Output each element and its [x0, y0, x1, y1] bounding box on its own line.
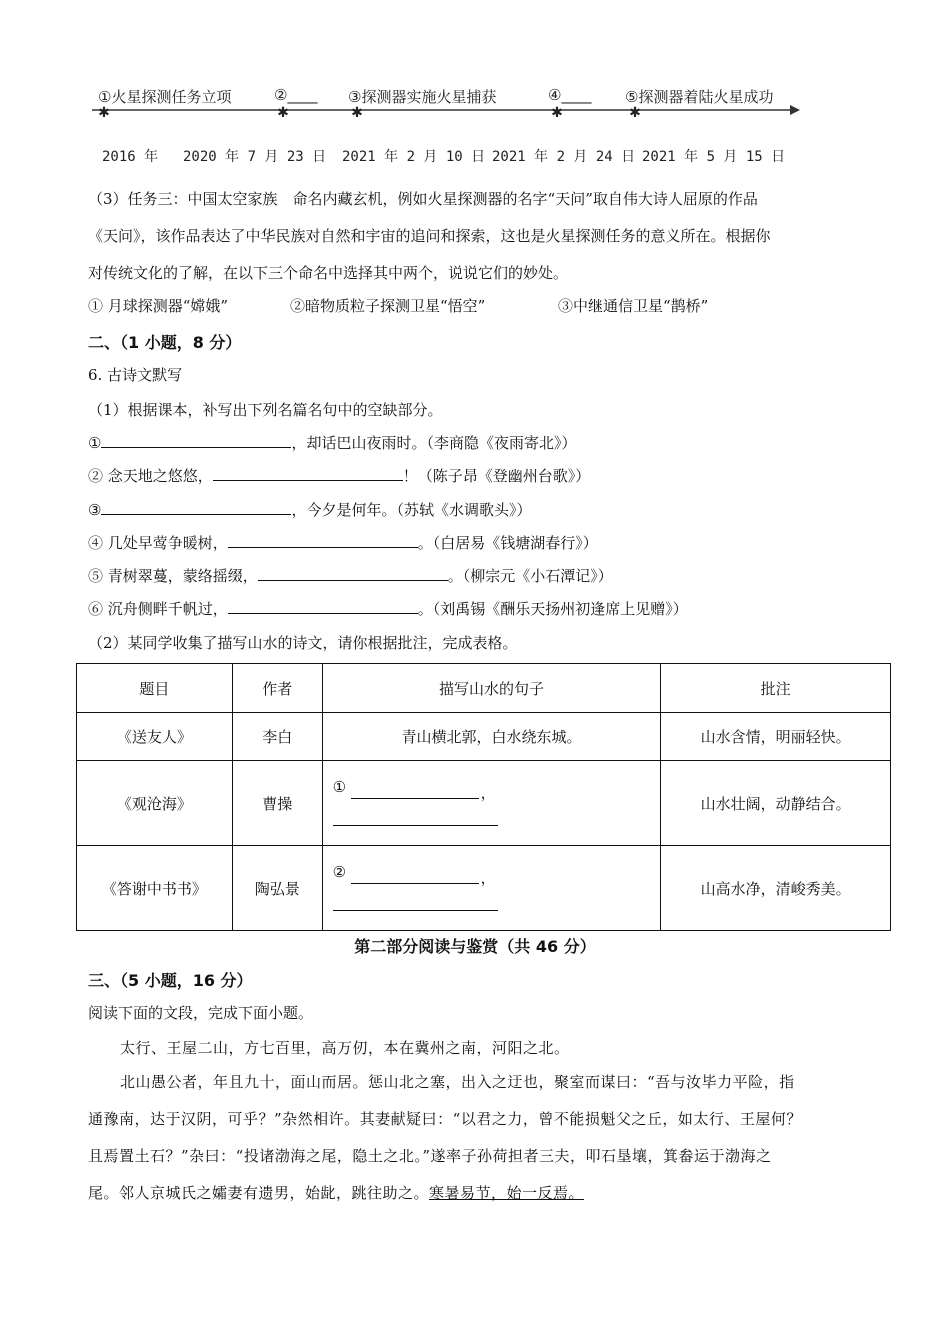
fill-suffix: ，却话巴山夜雨时。（李商隐《夜雨寄北》）	[291, 434, 577, 452]
answer-blank[interactable]	[351, 780, 479, 799]
timeline-date: 2016 年	[102, 149, 159, 165]
fill-suffix: ，今夕是何年。（苏轼《水调歌头》）	[291, 501, 532, 519]
poem-author: 李白	[232, 713, 322, 761]
poem-note: 山水壮阔，动静结合。	[661, 761, 891, 846]
fill-suffix: 。（柳宗元《小石潭记》）	[447, 567, 613, 585]
table-header: 批注	[661, 664, 891, 713]
table-header: 题目	[77, 664, 233, 713]
timeline-event: ②____	[274, 86, 318, 104]
fill-prefix: ④ 几处早莺争暖树，	[88, 534, 228, 552]
timeline-date: 2021 年 2 月 10 日	[342, 149, 486, 165]
poem-note: 山高水净，清峻秀美。	[661, 846, 891, 931]
poem-author: 曹操	[232, 761, 322, 846]
passage-paragraph-1: 太行、王屋二山，方七百里，高万仞，本在冀州之南，河阳之北。	[120, 1039, 570, 1057]
fill-suffix: ！（陈子昂《登幽州台歌》）	[402, 467, 591, 485]
passage-line: 通豫南，达于汉阴，可乎？”杂然相许。其妻献疑曰：“以君之力，曾不能损魁父之丘，如太行、王屋何？	[88, 1110, 802, 1128]
answer-blank[interactable]	[333, 892, 498, 911]
poem-note: 山水含情，明丽轻快。	[661, 713, 891, 761]
timeline-marker: ✱	[629, 105, 641, 121]
timeline-arrow	[790, 105, 800, 115]
table-row	[77, 713, 891, 761]
timeline-date: 2020 年 7 月 23 日	[183, 149, 327, 165]
question-6-sub2: （2）某同学收集了描写山水的诗文，请你根据批注，完成表格。	[88, 634, 518, 652]
timeline-event: ③探测器实施火星捕获	[348, 88, 497, 106]
underlined-sentence: 寒暑易节，始一反焉。	[429, 1184, 585, 1202]
answer-blank[interactable]	[351, 865, 479, 884]
poem-title: 《送友人》	[77, 713, 233, 761]
section3-heading: 三、（5 小题，16 分）	[88, 971, 253, 990]
poem-sentence-blank-cell	[322, 846, 661, 931]
reading-intro: 阅读下面的文段，完成下面小题。	[88, 1004, 314, 1022]
fill-line-4	[88, 533, 598, 553]
fill-line-2	[88, 466, 590, 486]
passage-line: 北山愚公者，年且九十，面山而居。惩山北之塞，出入之迂也，聚室而谋曰：“吾与汝毕力平险，指	[120, 1073, 795, 1091]
fill-prefix: ⑥ 沉舟侧畔千帆过，	[88, 600, 228, 618]
question-6-title: 6. 古诗文默写	[88, 366, 183, 384]
poem-sentence: 青山横北郭，白水绕东城。	[322, 713, 661, 761]
table-header-row	[77, 664, 891, 713]
blank-comma: ，	[480, 869, 496, 887]
table-row	[77, 846, 891, 931]
timeline-date: 2021 年 5 月 15 日	[642, 149, 786, 165]
task3-line: 对传统文化的了解，在以下三个命名中选择其中两个，说说它们的妙处。	[88, 264, 569, 282]
fill-suffix: 。（刘禹锡《酬乐天扬州初逢席上见赠》）	[417, 600, 688, 618]
task3-option: ②暗物质粒子探测卫星“悟空”	[290, 297, 486, 315]
timeline-marker: ✱	[98, 105, 110, 121]
fill-prefix: ③	[88, 501, 102, 519]
timeline-event: ⑤探测器着陆火星成功	[625, 88, 774, 106]
poem-sentence-blank-cell	[322, 761, 661, 846]
timeline-date: 2021 年 2 月 24 日	[492, 149, 636, 165]
answer-blank[interactable]	[258, 566, 448, 581]
timeline-markers	[98, 105, 641, 121]
answer-blank[interactable]	[228, 599, 418, 614]
section2-heading: 二、（1 小题，8 分）	[88, 333, 242, 352]
task3-option: ③中继通信卫星“鹊桥”	[558, 297, 709, 315]
blank-marker: ①	[332, 778, 347, 796]
fill-line-1	[88, 433, 576, 453]
answer-blank[interactable]	[228, 533, 418, 548]
answer-blank[interactable]	[333, 807, 498, 826]
poem-title: 《答谢中书书》	[77, 846, 233, 931]
poem-author: 陶弘景	[232, 846, 322, 931]
poem-table	[76, 663, 891, 931]
blank-comma: ，	[480, 784, 496, 802]
task3-line: （3）任务三：中国太空家族 命名内藏玄机，例如火星探测器的名字“天问”取自伟大诗人屈原的作品	[88, 190, 758, 208]
blank-marker: ②	[332, 863, 347, 881]
passage-line	[88, 1182, 584, 1203]
table-header: 作者	[232, 664, 322, 713]
timeline-graphic	[0, 0, 950, 140]
task3-line: 《天问》，该作品表达了中华民族对自然和宇宙的追问和探索，这也是火星探测任务的意义所在。根据你	[88, 227, 771, 245]
timeline-marker: ✱	[277, 105, 289, 121]
table-row	[77, 761, 891, 846]
part2-title: 第二部分阅读与鉴赏（共 46 分）	[354, 937, 596, 956]
question-6-sub1: （1）根据课本，补写出下列名篇名句中的空缺部分。	[88, 401, 443, 419]
timeline-event: ①火星探测任务立项	[98, 88, 232, 106]
fill-prefix: ①	[88, 434, 102, 452]
fill-line-3	[88, 500, 531, 520]
answer-blank[interactable]	[101, 433, 291, 448]
timeline-marker: ✱	[351, 105, 363, 121]
answer-blank[interactable]	[213, 466, 403, 481]
table-header: 描写山水的句子	[322, 664, 661, 713]
answer-blank[interactable]	[101, 500, 291, 515]
fill-suffix: 。（白居易《钱塘湖春行》）	[417, 534, 598, 552]
fill-prefix: ② 念天地之悠悠，	[88, 467, 213, 485]
fill-prefix: ⑤ 青树翠蔓，蒙络摇缀，	[88, 567, 258, 585]
timeline-marker: ✱	[551, 105, 563, 121]
passage-line: 且焉置土石？”杂曰：“投诸渤海之尾，隐土之北。”遂率子孙荷担者三夫，叩石垦壤，箕畚运于渤海之	[88, 1147, 772, 1165]
fill-line-6	[88, 599, 688, 619]
passage-text: 尾。邻人京城氏之孀妻有遗男，始龀，跳往助之。	[88, 1184, 430, 1202]
fill-line-5	[88, 566, 613, 586]
task3-option: ① 月球探测器“嫦娥”	[88, 297, 229, 315]
timeline-event: ④____	[548, 86, 592, 104]
poem-title: 《观沧海》	[77, 761, 233, 846]
